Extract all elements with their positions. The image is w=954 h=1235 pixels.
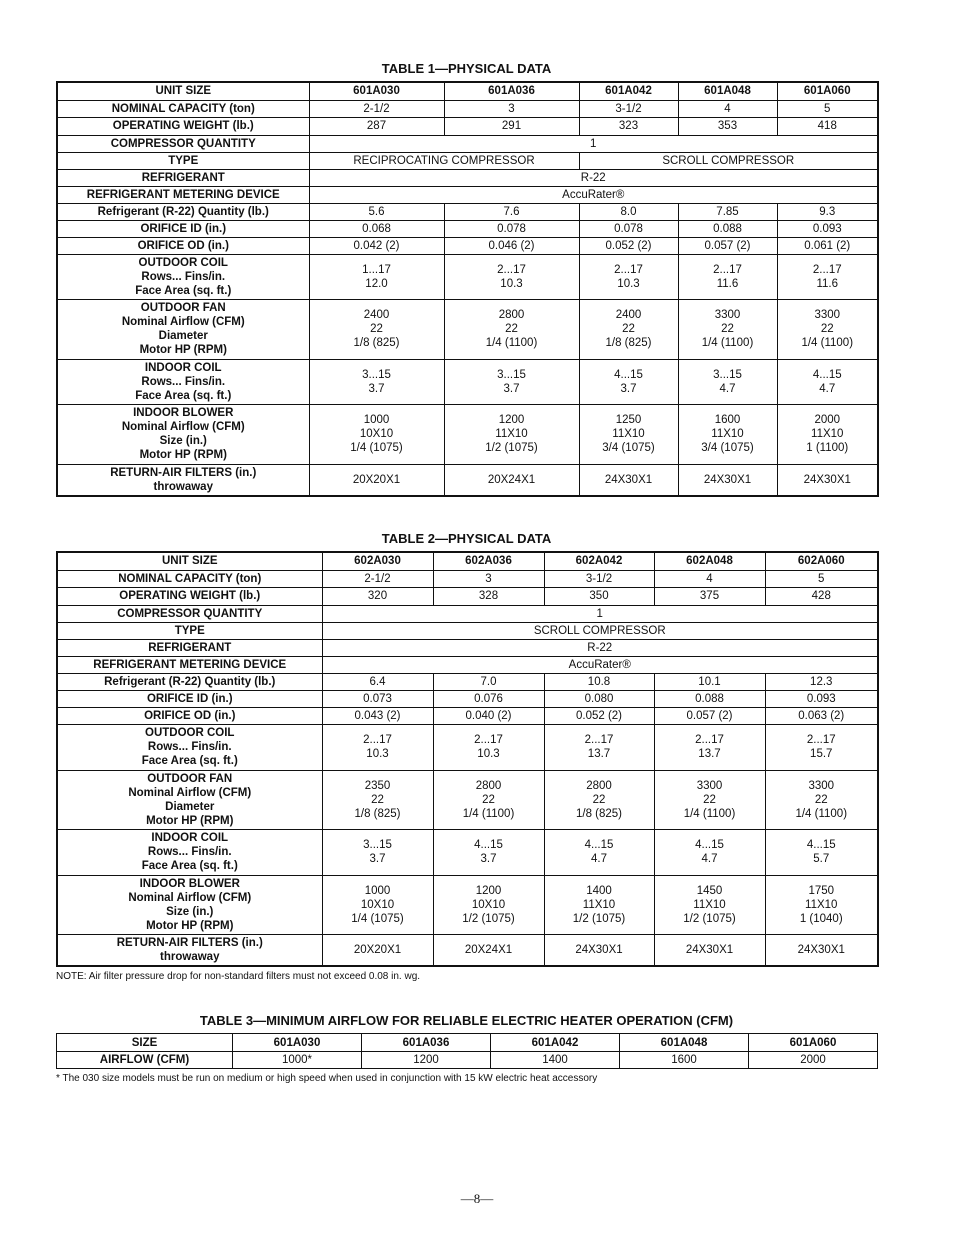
value-cell: 1200 11X10 1/2 (1075) bbox=[444, 404, 579, 464]
value-cell: 0.063 (2) bbox=[765, 707, 878, 724]
merged-value-cell: RECIPROCATING COMPRESSOR bbox=[309, 152, 579, 169]
value-cell: 24X30X1 bbox=[544, 934, 654, 966]
table-row bbox=[57, 404, 878, 464]
value-cell: 353 bbox=[678, 117, 777, 135]
value-cell: 24X30X1 bbox=[765, 934, 878, 966]
table-row bbox=[57, 724, 878, 770]
table3 bbox=[56, 1033, 878, 1069]
value-cell: 323 bbox=[579, 117, 678, 135]
value-cell: 7.6 bbox=[444, 203, 579, 220]
value-cell: 3300 22 1/4 (1100) bbox=[765, 770, 878, 829]
table-row bbox=[57, 254, 878, 299]
row-label-cell: COMPRESSOR QUANTITY bbox=[57, 135, 309, 152]
header-model-cell: 602A030 bbox=[322, 552, 433, 570]
merged-value-cell: 1 bbox=[322, 605, 878, 622]
table-row bbox=[57, 237, 878, 254]
value-cell: 4...15 3.7 bbox=[579, 359, 678, 404]
table-header-row bbox=[57, 82, 878, 100]
value-cell: 1200 10X10 1/2 (1075) bbox=[433, 875, 544, 934]
table-row bbox=[57, 220, 878, 237]
row-label-cell: AIRFLOW (CFM) bbox=[57, 1052, 233, 1069]
value-cell: 1000 10X10 1/4 (1075) bbox=[309, 404, 444, 464]
value-cell: 1400 bbox=[491, 1052, 620, 1069]
row-label-cell: REFRIGERANT bbox=[57, 639, 322, 656]
value-cell: 375 bbox=[654, 587, 765, 605]
value-cell: 0.046 (2) bbox=[444, 237, 579, 254]
value-cell: 4...15 4.7 bbox=[654, 829, 765, 875]
row-label-cell: REFRIGERANT METERING DEVICE bbox=[57, 656, 322, 673]
value-cell: 9.3 bbox=[777, 203, 878, 220]
value-cell: 2800 22 1/8 (825) bbox=[544, 770, 654, 829]
table2-note: NOTE: Air filter pressure drop for non-standard filters must not exceed 0.08 in. wg. bbox=[56, 971, 421, 982]
header-model-cell: 601A042 bbox=[491, 1034, 620, 1052]
row-label-cell: INDOOR BLOWER Nominal Airflow (CFM) Size (in.) Motor HP (RPM) bbox=[57, 875, 322, 934]
value-cell: 2350 22 1/8 (825) bbox=[322, 770, 433, 829]
row-label-cell: OUTDOOR FAN Nominal Airflow (CFM) Diameter Motor HP (RPM) bbox=[57, 770, 322, 829]
table-row bbox=[57, 707, 878, 724]
value-cell: 1200 bbox=[362, 1052, 491, 1069]
value-cell: 2000 11X10 1 (1100) bbox=[777, 404, 878, 464]
value-cell: 3300 22 1/4 (1100) bbox=[678, 299, 777, 359]
merged-value-cell: SCROLL COMPRESSOR bbox=[322, 622, 878, 639]
row-label-cell: INDOOR COIL Rows... Fins/in. Face Area (sq. ft.) bbox=[57, 829, 322, 875]
value-cell: 4 bbox=[678, 100, 777, 117]
table-row bbox=[57, 464, 878, 496]
merged-value-cell: SCROLL COMPRESSOR bbox=[579, 152, 878, 169]
value-cell: 3300 22 1/4 (1100) bbox=[777, 299, 878, 359]
value-cell: 0.080 bbox=[544, 690, 654, 707]
header-model-cell: 601A060 bbox=[749, 1034, 878, 1052]
row-label-cell: ORIFICE OD (in.) bbox=[57, 237, 309, 254]
value-cell: 7.0 bbox=[433, 673, 544, 690]
value-cell: 24X30X1 bbox=[654, 934, 765, 966]
row-label-cell: OPERATING WEIGHT (lb.) bbox=[57, 587, 322, 605]
table-row bbox=[57, 152, 878, 169]
value-cell: 1...17 12.0 bbox=[309, 254, 444, 299]
value-cell: 4...15 3.7 bbox=[433, 829, 544, 875]
value-cell: 2...17 13.7 bbox=[654, 724, 765, 770]
value-cell: 0.043 (2) bbox=[322, 707, 433, 724]
value-cell: 12.3 bbox=[765, 673, 878, 690]
row-label-cell: ORIFICE OD (in.) bbox=[57, 707, 322, 724]
value-cell: 418 bbox=[777, 117, 878, 135]
row-label-cell: NOMINAL CAPACITY (ton) bbox=[57, 570, 322, 587]
header-label-cell: UNIT SIZE bbox=[57, 552, 322, 570]
table-row bbox=[57, 570, 878, 587]
value-cell: 2...17 10.3 bbox=[322, 724, 433, 770]
table-row bbox=[57, 117, 878, 135]
value-cell: 1600 11X10 3/4 (1075) bbox=[678, 404, 777, 464]
value-cell: 4...15 5.7 bbox=[765, 829, 878, 875]
value-cell: 1600 bbox=[620, 1052, 749, 1069]
merged-value-cell: 1 bbox=[309, 135, 878, 152]
merged-value-cell: AccuRater® bbox=[322, 656, 878, 673]
header-model-cell: 601A048 bbox=[678, 82, 777, 100]
row-label-cell: RETURN-AIR FILTERS (in.) throwaway bbox=[57, 464, 309, 496]
table3-title: TABLE 3—MINIMUM AIRFLOW FOR RELIABLE ELECTRIC HEATER OPERATION (CFM) bbox=[199, 1013, 734, 1028]
value-cell: 3...15 3.7 bbox=[322, 829, 433, 875]
header-model-cell: 601A030 bbox=[309, 82, 444, 100]
header-label-cell: SIZE bbox=[57, 1034, 233, 1052]
row-label-cell: OPERATING WEIGHT (lb.) bbox=[57, 117, 309, 135]
value-cell: 2-1/2 bbox=[309, 100, 444, 117]
value-cell: 1750 11X10 1 (1040) bbox=[765, 875, 878, 934]
value-cell: 2...17 11.6 bbox=[678, 254, 777, 299]
value-cell: 24X30X1 bbox=[579, 464, 678, 496]
header-model-cell: 601A060 bbox=[777, 82, 878, 100]
row-label-cell: TYPE bbox=[57, 152, 309, 169]
row-label-cell: REFRIGERANT bbox=[57, 169, 309, 186]
table-row bbox=[57, 690, 878, 707]
value-cell: 2800 22 1/4 (1100) bbox=[433, 770, 544, 829]
table1-title: TABLE 1—PHYSICAL DATA bbox=[381, 61, 552, 76]
value-cell: 428 bbox=[765, 587, 878, 605]
value-cell: 24X30X1 bbox=[777, 464, 878, 496]
value-cell: 2...17 15.7 bbox=[765, 724, 878, 770]
value-cell: 2...17 10.3 bbox=[579, 254, 678, 299]
value-cell: 0.052 (2) bbox=[579, 237, 678, 254]
row-label-cell: REFRIGERANT METERING DEVICE bbox=[57, 186, 309, 203]
value-cell: 3-1/2 bbox=[544, 570, 654, 587]
value-cell: 5 bbox=[777, 100, 878, 117]
header-model-cell: 601A036 bbox=[444, 82, 579, 100]
table2-title: TABLE 2—PHYSICAL DATA bbox=[381, 531, 552, 546]
value-cell: 2800 22 1/4 (1100) bbox=[444, 299, 579, 359]
table-row bbox=[57, 100, 878, 117]
table-header-row bbox=[57, 1034, 878, 1052]
table2 bbox=[56, 551, 879, 967]
value-cell: 8.0 bbox=[579, 203, 678, 220]
table-row bbox=[57, 639, 878, 656]
header-model-cell: 601A048 bbox=[620, 1034, 749, 1052]
value-cell: 0.076 bbox=[433, 690, 544, 707]
header-model-cell: 602A036 bbox=[433, 552, 544, 570]
value-cell: 0.057 (2) bbox=[678, 237, 777, 254]
value-cell: 20X20X1 bbox=[309, 464, 444, 496]
value-cell: 3...15 3.7 bbox=[444, 359, 579, 404]
table-header-row bbox=[57, 552, 878, 570]
table-row bbox=[57, 656, 878, 673]
row-label-cell: ORIFICE ID (in.) bbox=[57, 220, 309, 237]
table-row bbox=[57, 770, 878, 829]
row-label-cell: OUTDOOR FAN Nominal Airflow (CFM) Diameter Motor HP (RPM) bbox=[57, 299, 309, 359]
value-cell: 1000* bbox=[233, 1052, 362, 1069]
row-label-cell: INDOOR COIL Rows... Fins/in. Face Area (sq. ft.) bbox=[57, 359, 309, 404]
value-cell: 2...17 10.3 bbox=[433, 724, 544, 770]
value-cell: 24X30X1 bbox=[678, 464, 777, 496]
table-row bbox=[57, 359, 878, 404]
table-row bbox=[57, 673, 878, 690]
value-cell: 10.1 bbox=[654, 673, 765, 690]
value-cell: 2400 22 1/8 (825) bbox=[579, 299, 678, 359]
row-label-cell: OUTDOOR COIL Rows... Fins/in. Face Area (sq. ft.) bbox=[57, 254, 309, 299]
value-cell: 20X24X1 bbox=[444, 464, 579, 496]
value-cell: 0.093 bbox=[777, 220, 878, 237]
merged-value-cell: AccuRater® bbox=[309, 186, 878, 203]
value-cell: 2...17 10.3 bbox=[444, 254, 579, 299]
value-cell: 1250 11X10 3/4 (1075) bbox=[579, 404, 678, 464]
value-cell: 0.042 (2) bbox=[309, 237, 444, 254]
value-cell: 2400 22 1/8 (825) bbox=[309, 299, 444, 359]
value-cell: 0.093 bbox=[765, 690, 878, 707]
value-cell: 3...15 4.7 bbox=[678, 359, 777, 404]
header-model-cell: 601A036 bbox=[362, 1034, 491, 1052]
value-cell: 3-1/2 bbox=[579, 100, 678, 117]
table-row bbox=[57, 875, 878, 934]
row-label-cell: ORIFICE ID (in.) bbox=[57, 690, 322, 707]
header-model-cell: 601A030 bbox=[233, 1034, 362, 1052]
row-label-cell: NOMINAL CAPACITY (ton) bbox=[57, 100, 309, 117]
value-cell: 6.4 bbox=[322, 673, 433, 690]
value-cell: 3 bbox=[433, 570, 544, 587]
merged-value-cell: R-22 bbox=[322, 639, 878, 656]
header-model-cell: 602A042 bbox=[544, 552, 654, 570]
value-cell: 4 bbox=[654, 570, 765, 587]
row-label-cell: OUTDOOR COIL Rows... Fins/in. Face Area (sq. ft.) bbox=[57, 724, 322, 770]
table1 bbox=[56, 81, 879, 497]
value-cell: 7.85 bbox=[678, 203, 777, 220]
value-cell: 20X24X1 bbox=[433, 934, 544, 966]
row-label-cell: RETURN-AIR FILTERS (in.) throwaway bbox=[57, 934, 322, 966]
table-row bbox=[57, 934, 878, 966]
value-cell: 0.057 (2) bbox=[654, 707, 765, 724]
row-label-cell: INDOOR BLOWER Nominal Airflow (CFM) Size (in.) Motor HP (RPM) bbox=[57, 404, 309, 464]
table-row bbox=[57, 605, 878, 622]
table-row bbox=[57, 186, 878, 203]
table-row bbox=[57, 135, 878, 152]
value-cell: 1400 11X10 1/2 (1075) bbox=[544, 875, 654, 934]
value-cell: 4...15 4.7 bbox=[544, 829, 654, 875]
table-row bbox=[57, 1052, 878, 1069]
table-row bbox=[57, 587, 878, 605]
row-label-cell: Refrigerant (R-22) Quantity (lb.) bbox=[57, 673, 322, 690]
value-cell: 0.088 bbox=[654, 690, 765, 707]
value-cell: 287 bbox=[309, 117, 444, 135]
table-row bbox=[57, 829, 878, 875]
value-cell: 0.078 bbox=[579, 220, 678, 237]
value-cell: 20X20X1 bbox=[322, 934, 433, 966]
value-cell: 1000 10X10 1/4 (1075) bbox=[322, 875, 433, 934]
value-cell: 3300 22 1/4 (1100) bbox=[654, 770, 765, 829]
value-cell: 2000 bbox=[749, 1052, 878, 1069]
table-row bbox=[57, 299, 878, 359]
row-label-cell: TYPE bbox=[57, 622, 322, 639]
table-row bbox=[57, 203, 878, 220]
table-row bbox=[57, 169, 878, 186]
value-cell: 0.088 bbox=[678, 220, 777, 237]
value-cell: 320 bbox=[322, 587, 433, 605]
value-cell: 2-1/2 bbox=[322, 570, 433, 587]
table-row bbox=[57, 622, 878, 639]
value-cell: 5.6 bbox=[309, 203, 444, 220]
merged-value-cell: R-22 bbox=[309, 169, 878, 186]
table3-note: * The 030 size models must be run on medium or high speed when used in conjunction with 15 kW electric heat accessory bbox=[56, 1073, 598, 1084]
value-cell: 291 bbox=[444, 117, 579, 135]
value-cell: 0.068 bbox=[309, 220, 444, 237]
value-cell: 1450 11X10 1/2 (1075) bbox=[654, 875, 765, 934]
row-label-cell: COMPRESSOR QUANTITY bbox=[57, 605, 322, 622]
value-cell: 0.040 (2) bbox=[433, 707, 544, 724]
value-cell: 350 bbox=[544, 587, 654, 605]
header-model-cell: 601A042 bbox=[579, 82, 678, 100]
value-cell: 0.052 (2) bbox=[544, 707, 654, 724]
value-cell: 3 bbox=[444, 100, 579, 117]
header-model-cell: 602A048 bbox=[654, 552, 765, 570]
value-cell: 0.078 bbox=[444, 220, 579, 237]
value-cell: 2...17 13.7 bbox=[544, 724, 654, 770]
value-cell: 10.8 bbox=[544, 673, 654, 690]
value-cell: 328 bbox=[433, 587, 544, 605]
header-model-cell: 602A060 bbox=[765, 552, 878, 570]
value-cell: 0.061 (2) bbox=[777, 237, 878, 254]
header-label-cell: UNIT SIZE bbox=[57, 82, 309, 100]
value-cell: 4...15 4.7 bbox=[777, 359, 878, 404]
value-cell: 2...17 11.6 bbox=[777, 254, 878, 299]
value-cell: 0.073 bbox=[322, 690, 433, 707]
page-number: —8— bbox=[460, 1191, 494, 1206]
value-cell: 5 bbox=[765, 570, 878, 587]
value-cell: 3...15 3.7 bbox=[309, 359, 444, 404]
row-label-cell: Refrigerant (R-22) Quantity (lb.) bbox=[57, 203, 309, 220]
